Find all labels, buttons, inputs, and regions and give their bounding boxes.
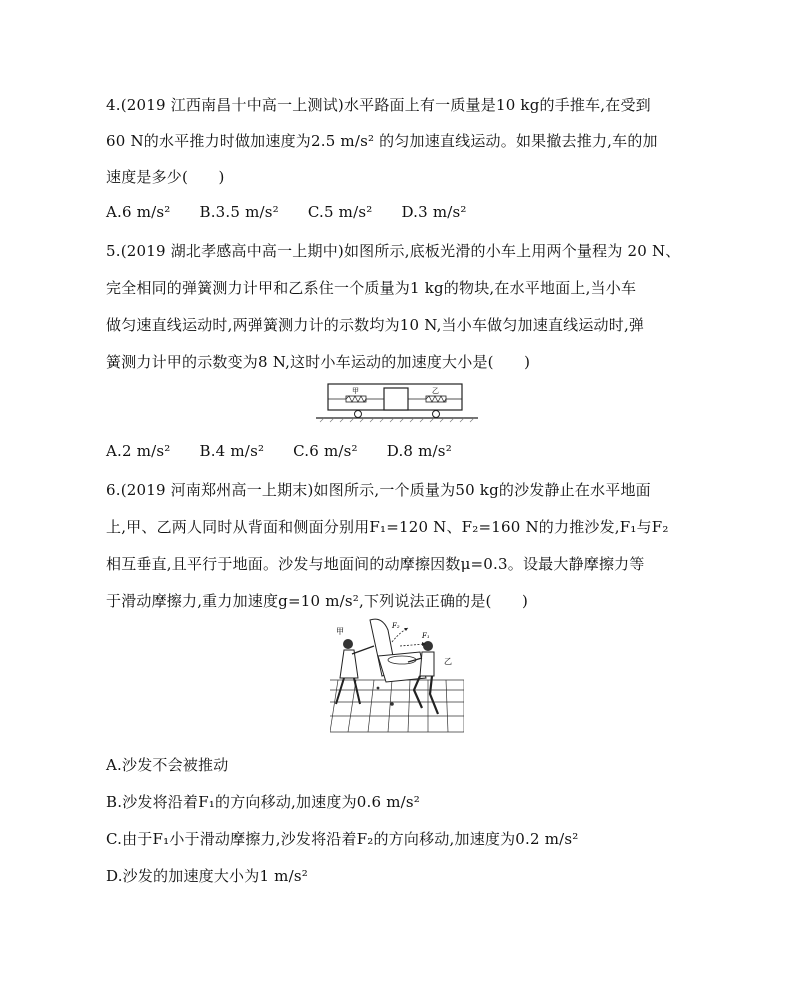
spring-jia xyxy=(346,396,366,402)
q6-line-2: 上,甲、乙两人同时从背面和侧面分别用F₁=120 N、F₂=160 N的力推沙发,F₁与F₂ xyxy=(106,518,669,536)
person-jia-head xyxy=(343,639,353,649)
q6-option-a[interactable]: A.沙发不会被推动 xyxy=(106,756,229,774)
q4-option-c[interactable]: C.5 m/s² xyxy=(307,203,373,221)
q5-option-b[interactable]: B.4 m/s² xyxy=(199,442,265,460)
q4-option-a[interactable]: A.6 m/s² xyxy=(106,203,171,221)
label-jia: 甲 xyxy=(336,627,344,636)
q6-option-c[interactable]: C.由于F₁小于滑动摩擦力,沙发将沿着F₂的方向移动,加速度为0.2 m/s² xyxy=(106,830,579,848)
q5-option-d[interactable]: D.8 m/s² xyxy=(386,442,452,460)
q6-option-b[interactable]: B.沙发将沿着F₁的方向移动,加速度为0.6 m/s² xyxy=(106,793,420,811)
q6-line-3: 相互垂直,且平行于地面。沙发与地面间的动摩擦因数μ=0.3。设最大静摩擦力等 xyxy=(106,555,645,573)
q6-line-1: 6.(2019 河南郑州高一上期末)如图所示,一个质量为50 kg的沙发静止在水平地面 xyxy=(106,481,651,499)
spring-yi xyxy=(426,396,446,402)
q5-option-c[interactable]: C.6 m/s² xyxy=(293,442,358,460)
person-yi-head xyxy=(423,641,433,651)
label-f1: F₁ xyxy=(422,632,430,640)
q5-options xyxy=(106,442,476,460)
cart-spring-figure xyxy=(316,382,478,426)
q4-line-3: 速度是多少( ) xyxy=(106,168,225,186)
q5-line-3: 做匀速直线运动时,两弹簧测力计的示数均为10 N,当小车做匀加速直线运动时,弹 xyxy=(106,316,645,334)
label-yi: 乙 xyxy=(444,657,452,666)
q4-line-2: 60 N的水平推力时做加速度为2.5 m/s² 的匀加速直线运动。如果撤去推力,车的加 xyxy=(106,132,658,150)
q4-option-d[interactable]: D.3 m/s² xyxy=(401,203,467,221)
block xyxy=(384,388,408,410)
floor-grid xyxy=(330,680,464,732)
label-jia: 甲 xyxy=(352,387,359,395)
label-f2: F₂ xyxy=(392,622,400,630)
q5-line-1: 5.(2019 湖北孝感高中高一上期中)如图所示,底板光滑的小车上用两个量程为 20 N、 xyxy=(106,242,681,260)
q4-option-b[interactable]: B.3.5 m/s² xyxy=(199,203,279,221)
q5-line-4: 簧测力计甲的示数变为8 N,这时小车运动的加速度大小是( ) xyxy=(106,353,531,371)
q6-option-d[interactable]: D.沙发的加速度大小为1 m/s² xyxy=(106,867,308,885)
q4-line-1: 4.(2019 江西南昌十中高一上测试)水平路面上有一质量是10 kg的手推车,在受到 xyxy=(106,96,651,114)
q4-options xyxy=(106,203,491,221)
label-yi: 乙 xyxy=(432,387,439,395)
q5-option-a[interactable]: A.2 m/s² xyxy=(106,442,171,460)
q5-line-2: 完全相同的弹簧测力计甲和乙系住一个质量为1 kg的物块,在水平地面上,当小车 xyxy=(106,279,637,297)
q6-line-4: 于滑动摩擦力,重力加速度g=10 m/s²,下列说法正确的是( ) xyxy=(106,592,529,610)
sofa-push-figure xyxy=(330,616,464,734)
